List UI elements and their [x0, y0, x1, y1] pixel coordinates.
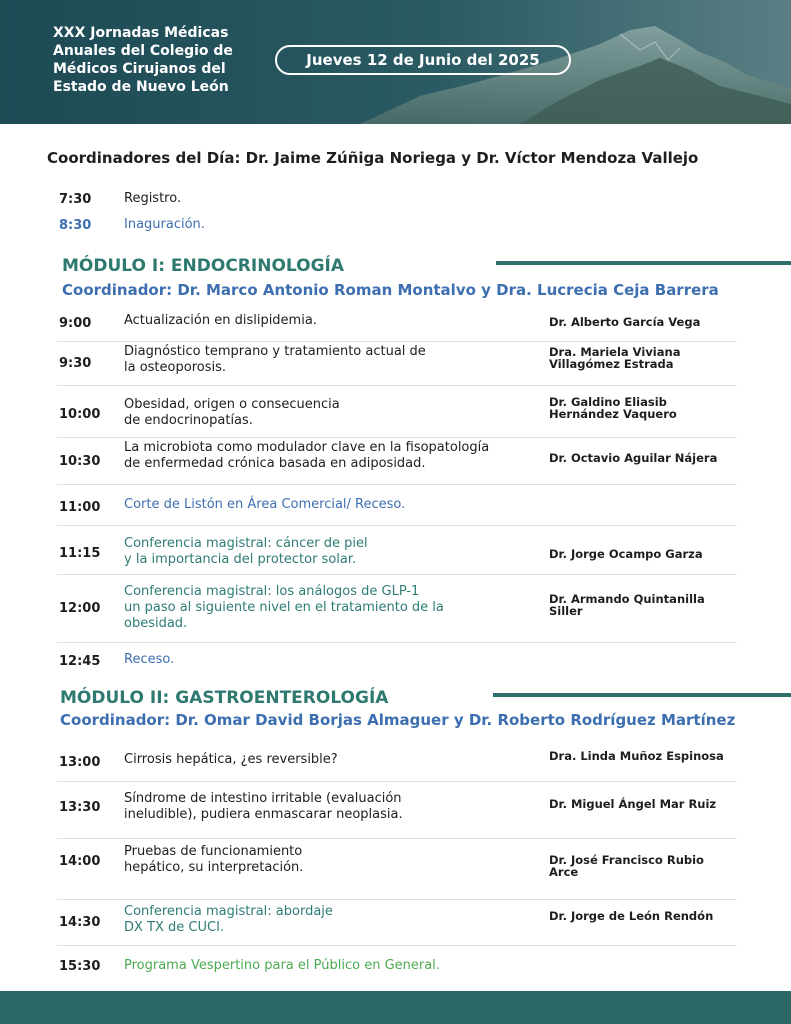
schedule-row	[57, 839, 737, 900]
session-time: 13:00	[59, 755, 101, 770]
session-description: Receso.	[124, 652, 175, 667]
schedule-row	[57, 190, 737, 212]
schedule-row	[57, 575, 737, 643]
session-description: Diagnóstico temprano y tratamiento actual de la osteoporosis.	[124, 344, 426, 375]
session-time: 14:00	[59, 854, 101, 869]
schedule-row	[57, 900, 737, 946]
module-divider	[493, 693, 791, 697]
module-1-title: MÓDULO I: ENDOCRINOLOGÍA	[62, 256, 345, 276]
session-time: 11:00	[59, 500, 101, 515]
session-time: 12:00	[59, 601, 101, 616]
session-speaker: Dr. Miguel Ángel Mar Ruiz	[549, 797, 717, 811]
footer-bar	[0, 991, 791, 1024]
session-speaker: Dr. José Francisco Rubio Arce	[549, 853, 704, 879]
session-speaker: Dr. Jorge de León Rendón	[549, 909, 714, 923]
session-description: Síndrome de intestino irritable (evaluación ineludible), pudiera enmascarar neoplasia.	[124, 791, 403, 822]
schedule-row	[57, 741, 737, 782]
schedule-row	[57, 216, 737, 238]
session-time: 14:30	[59, 915, 101, 930]
session-speaker: Dr. Octavio Aguilar Nájera	[549, 451, 718, 465]
session-description: Registro.	[124, 191, 182, 206]
session-time: 8:30	[59, 218, 92, 233]
session-description: Conferencia magistral: los análogos de GLP-1 un paso al siguiente nivel en el tratamiento de la obesidad.	[124, 584, 444, 631]
session-time: 12:45	[59, 654, 101, 669]
session-time: 9:30	[59, 356, 92, 371]
session-description: Programa Vespertino para el Público en General.	[124, 958, 440, 973]
schedule-row	[57, 485, 737, 526]
schedule-row	[57, 955, 737, 979]
session-description: Obesidad, origen o consecuencia de endocrinopatías.	[124, 397, 340, 428]
session-time: 10:30	[59, 454, 101, 469]
schedule-row	[57, 782, 737, 839]
session-description: Conferencia magistral: abordaje DX TX de CUCI.	[124, 904, 333, 935]
session-description: Actualización en dislipidemia.	[124, 313, 317, 328]
date-badge: Jueves 12 de Junio del 2025	[275, 45, 571, 75]
session-time: 7:30	[59, 192, 92, 207]
schedule-row	[57, 342, 737, 386]
module-2-coordinator: Coordinador: Dr. Omar David Borjas Almaguer y Dr. Roberto Rodríguez Martínez	[60, 711, 736, 729]
schedule-row	[57, 648, 737, 672]
day-coordinators: Coordinadores del Día: Dr. Jaime Zúñiga Noriega y Dr. Víctor Mendoza Vallejo	[47, 149, 699, 167]
schedule-row	[57, 526, 737, 575]
session-time: 15:30	[59, 959, 101, 974]
session-speaker: Dra. Linda Muñoz Espinosa	[549, 749, 724, 763]
schedule-row	[57, 386, 737, 438]
session-description: Corte de Listón en Área Comercial/ Receso.	[124, 497, 406, 512]
session-speaker: Dra. Mariela Viviana Villagómez Estrada	[549, 345, 681, 371]
module-2-title: MÓDULO II: GASTROENTEROLOGÍA	[60, 688, 389, 708]
session-description: Conferencia magistral: cáncer de piel y la importancia del protector solar.	[124, 536, 368, 567]
session-time: 13:30	[59, 800, 101, 815]
schedule-row	[57, 438, 737, 485]
module-divider	[496, 261, 791, 265]
session-description: La microbiota como modulador clave en la fisopatología de enfermedad crónica basada en adiposidad.	[124, 440, 490, 471]
session-time: 11:15	[59, 546, 101, 561]
module-1-coordinator: Coordinador: Dr. Marco Antonio Roman Montalvo y Dra. Lucrecia Ceja Barrera	[62, 281, 719, 299]
session-time: 10:00	[59, 407, 101, 422]
session-description: Inaguración.	[124, 217, 205, 232]
session-speaker: Dr. Armando Quintanilla Siller	[549, 592, 705, 618]
session-speaker: Dr. Galdino Eliasib Hernández Vaquero	[549, 395, 677, 421]
schedule-row	[57, 309, 737, 342]
session-time: 9:00	[59, 316, 92, 331]
session-speaker: Dr. Jorge Ocampo Garza	[549, 547, 703, 561]
event-title: XXX Jornadas Médicas Anuales del Colegio de Médicos Cirujanos del Estado de Nuevo León	[53, 25, 233, 95]
header-banner	[0, 0, 791, 124]
session-description: Pruebas de funcionamiento hepático, su interpretación.	[124, 844, 304, 875]
session-description: Cirrosis hepática, ¿es reversible?	[124, 752, 338, 767]
session-speaker: Dr. Alberto García Vega	[549, 315, 701, 329]
